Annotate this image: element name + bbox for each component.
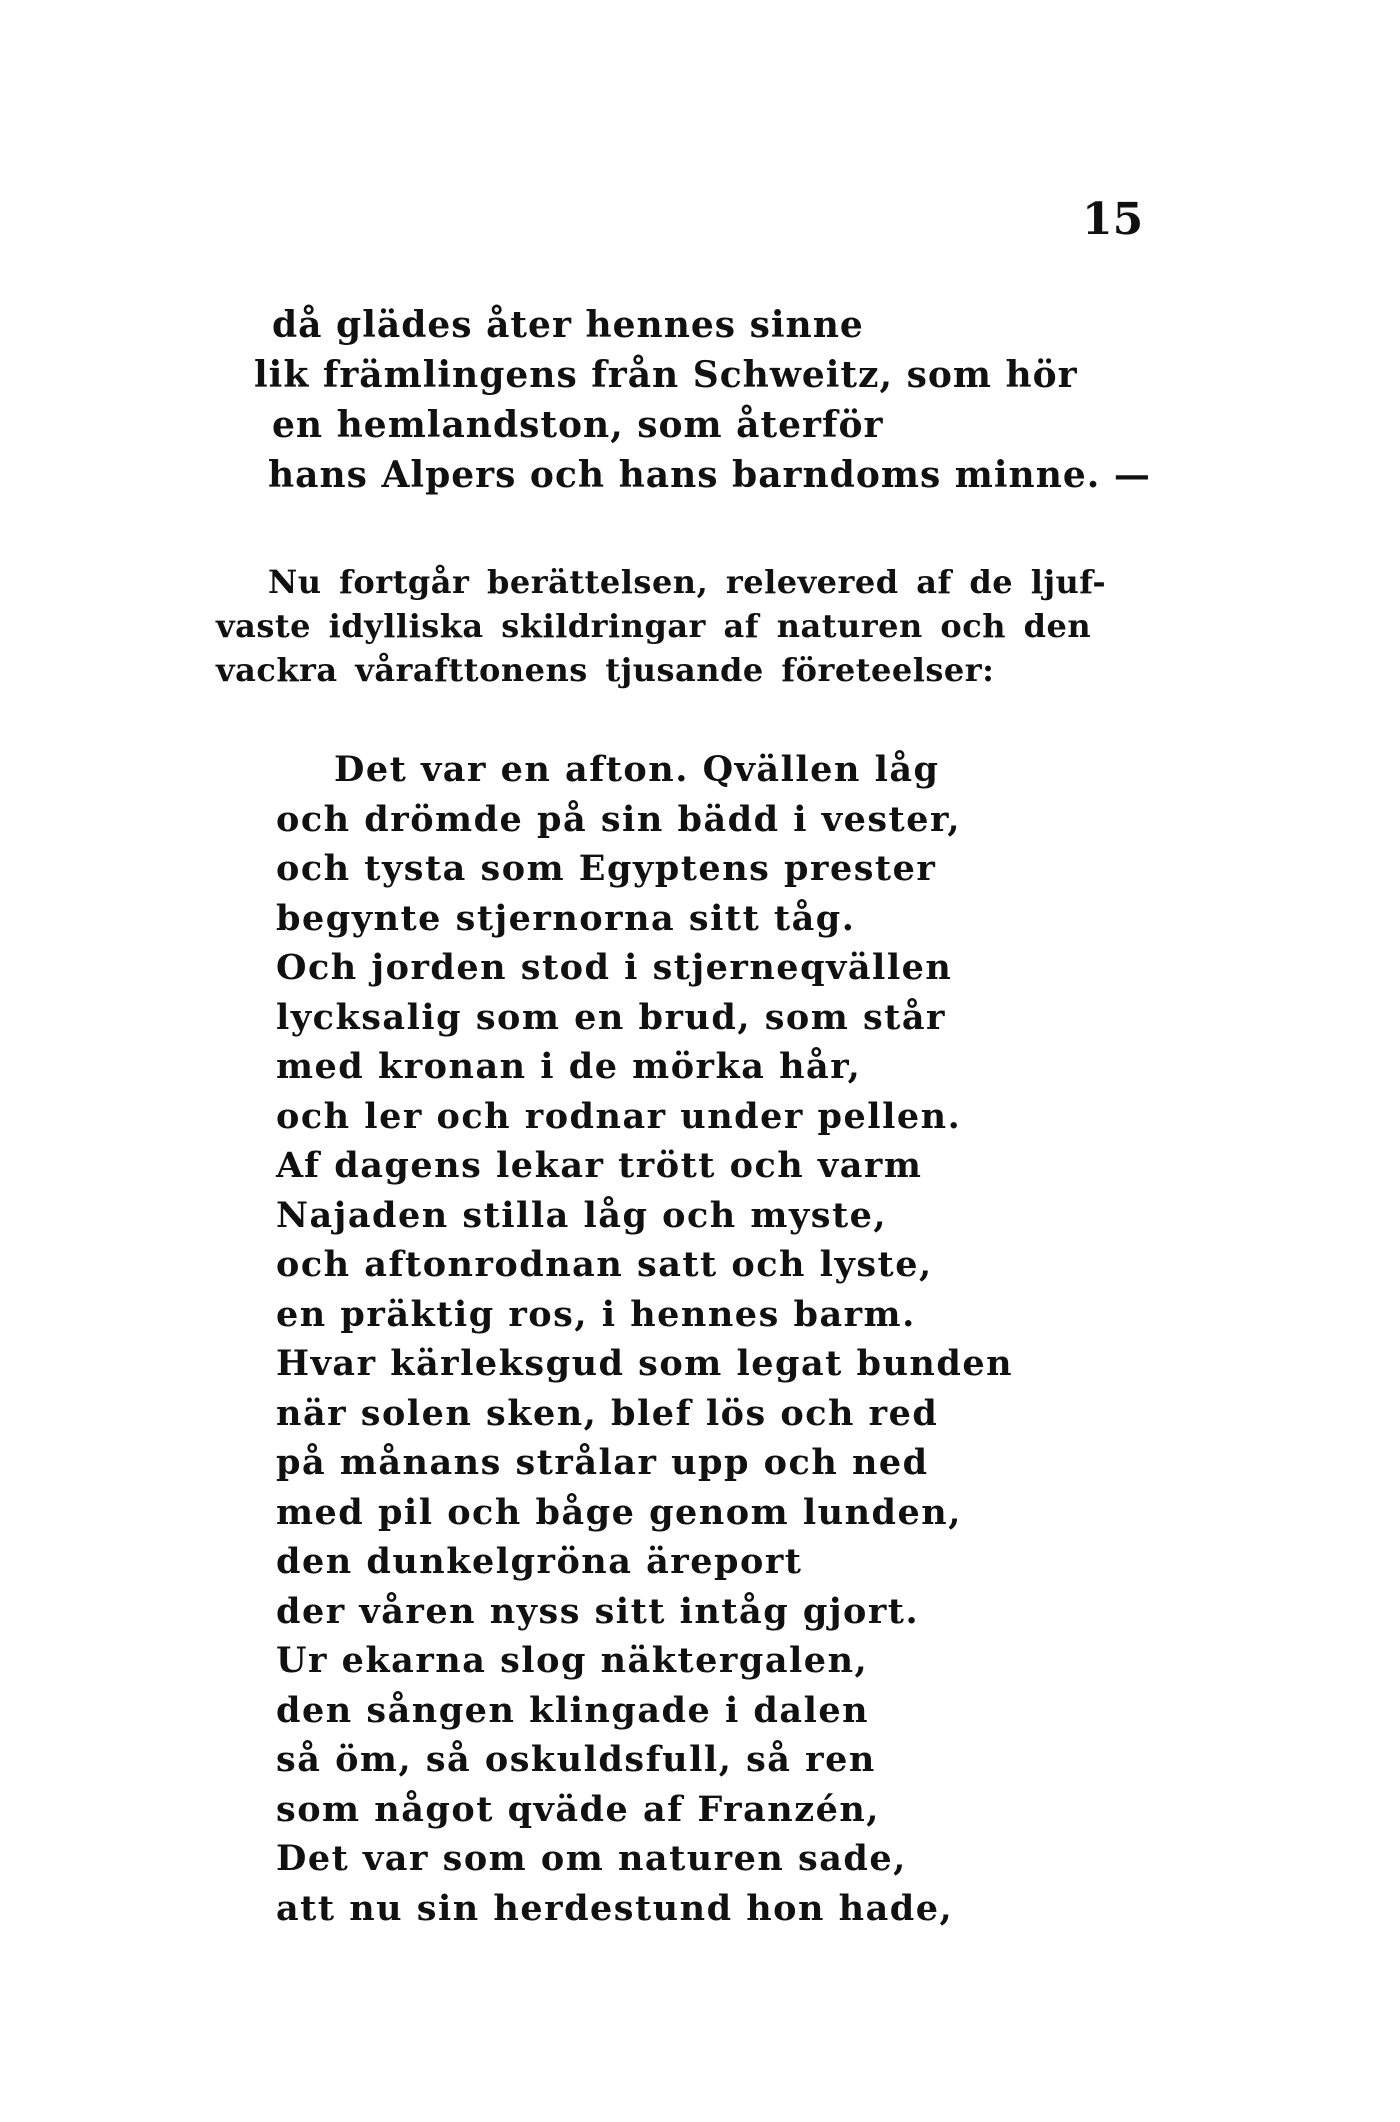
poem-line: lycksalig som en brud, som står	[276, 996, 946, 1038]
poem-line: med kronan i de mörka hår,	[276, 1046, 862, 1087]
opening-verse	[254, 300, 1151, 500]
poem-line: som något qväde af Franzén,	[276, 1788, 880, 1830]
poem-line: Och jorden stod i stjerneqvällen	[276, 947, 953, 988]
narration-paragraph	[216, 560, 1196, 692]
verse-line: hans Alpers och hans barndoms minne. —	[268, 454, 1151, 496]
poem-line: med pil och båge genom lunden,	[276, 1491, 962, 1533]
poem-line: begynte stjernorna sitt tåg.	[276, 897, 856, 939]
verse-line: en hemlandston, som återför	[272, 404, 884, 446]
poem-line: på månans strålar upp och ned	[276, 1442, 929, 1483]
poem-line: Af dagens lekar trött och varm	[276, 1145, 923, 1186]
main-poem	[276, 745, 1013, 1933]
prose-line: vaste idylliska skildringar af naturen och den	[216, 607, 1092, 645]
prose-line: vackra vårafttonens tjusande företeelser:	[216, 651, 995, 689]
poem-line: så öm, så oskuldsfull, så ren	[276, 1739, 876, 1780]
poem-line: Najaden stilla låg och myste,	[276, 1194, 888, 1236]
poem-line: och tysta som Egyptens prester	[276, 848, 937, 889]
poem-line: Ur ekarna slog näktergalen,	[276, 1640, 869, 1681]
poem-line: när solen sken, blef lös och red	[276, 1392, 939, 1434]
poem-line: Det var en afton. Qvällen låg	[334, 749, 940, 790]
poem-line: den sången klingade i dalen	[276, 1689, 870, 1731]
page-number: 15	[1082, 194, 1144, 245]
poem-line: Det var som om naturen sade,	[276, 1838, 907, 1879]
verse-line: då glädes åter hennes sinne	[272, 304, 864, 346]
prose-line: Nu fortgår berättelsen, relevered af de ljuf-	[268, 563, 1107, 601]
poem-line: och drömde på sin bädd i vester,	[276, 798, 962, 840]
poem-line: Hvar kärleksgud som legat bunden	[276, 1343, 1014, 1384]
poem-line: och ler och rodnar under pellen.	[276, 1095, 962, 1137]
poem-line: en präktig ros, i hennes barm.	[276, 1293, 916, 1335]
poem-line: att nu sin herdestund hon hade,	[276, 1887, 954, 1929]
verse-line: lik främlingens från Schweitz, som hör	[254, 354, 1078, 396]
poem-line: den dunkelgröna äreport	[276, 1541, 803, 1582]
poem-line: der våren nyss sitt intåg gjort.	[276, 1590, 920, 1632]
poem-line: och aftonrodnan satt och lyste,	[276, 1244, 933, 1285]
